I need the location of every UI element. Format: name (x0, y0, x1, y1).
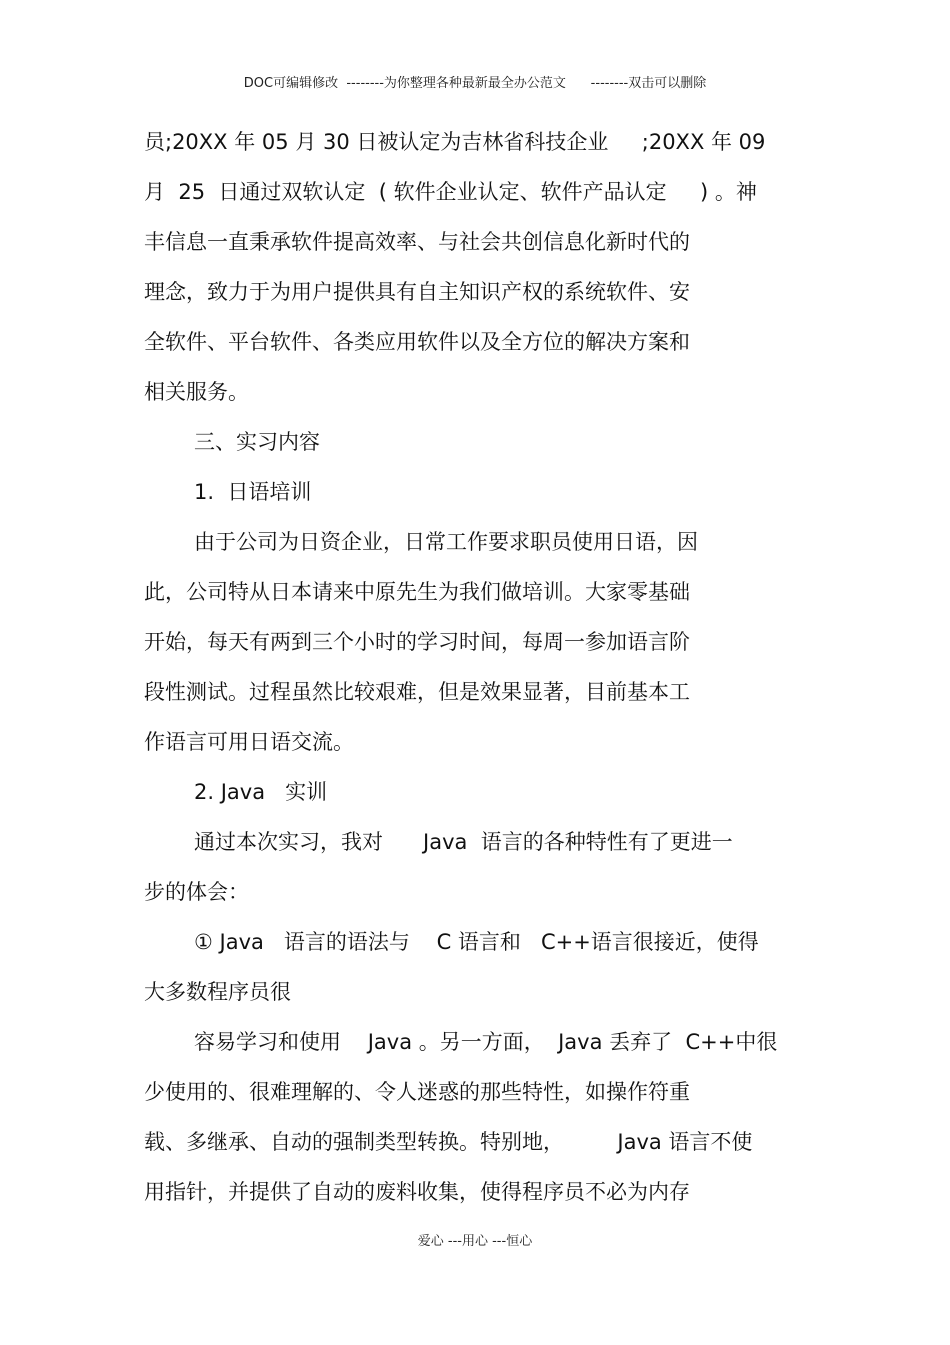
page-footer: 爱心 ---用心 ---恒心 (417, 1234, 533, 1249)
text-line: 员;20XX 年 05 月 30 日被认定为吉林省科技企业 ;20XX 年 09 (144, 130, 766, 154)
section-heading: 三、实习内容 (194, 430, 320, 454)
text-line: 用指针，并提供了自动的废料收集，使得程序员不必为内存 (144, 1180, 690, 1204)
text-line: 段性测试。过程虽然比较艰难，但是效果显著，目前基本工 (144, 680, 690, 704)
text-line: 开始，每天有两到三个小时的学习时间，每周一参加语言阶 (144, 630, 690, 654)
document-body (144, 117, 814, 1217)
subsection-heading: 1. 日语培训 (194, 480, 312, 504)
text-line: 理念，致力于为用户提供具有自主知识产权的系统软件、安 (144, 280, 690, 304)
text-line: 全软件、平台软件、各类应用软件以及全方位的解决方案和 (144, 330, 690, 354)
text-line: 大多数程序员很 (144, 980, 291, 1004)
page-header: DOC可编辑修改 --------为你整理各种最新最全办公范文 --------双击可以删除 (243, 76, 707, 91)
text-line: 通过本次实习，我对 Java 语言的各种特性有了更进一 (194, 830, 733, 854)
text-line: 步的体会： (144, 880, 249, 904)
text-line: 月 25 日通过双软认定 ( 软件企业认定、软件产品认定 ) 。神 (144, 180, 757, 204)
text-line: ① Java 语言的语法与 C 语言和 C++语言很接近，使得 (194, 930, 759, 954)
text-line: 相关服务。 (144, 380, 249, 404)
text-line: 由于公司为日资企业，日常工作要求职员使用日语，因 (194, 530, 698, 554)
text-line: 少使用的、很难理解的、令人迷惑的那些特性，如操作符重 (144, 1080, 690, 1104)
text-line: 此，公司特从日本请来中原先生为我们做培训。大家零基础 (144, 580, 690, 604)
text-line: 作语言可用日语交流。 (144, 730, 354, 754)
text-line: 载、多继承、自动的强制类型转换。特别地， Java 语言不使 (144, 1130, 753, 1154)
text-line: 容易学习和使用 Java 。另一方面， Java 丢弃了 C++中很 (194, 1030, 778, 1054)
subsection-heading: 2. Java 实训 (194, 780, 328, 804)
text-line: 丰信息一直秉承软件提高效率、与社会共创信息化新时代的 (144, 230, 690, 254)
